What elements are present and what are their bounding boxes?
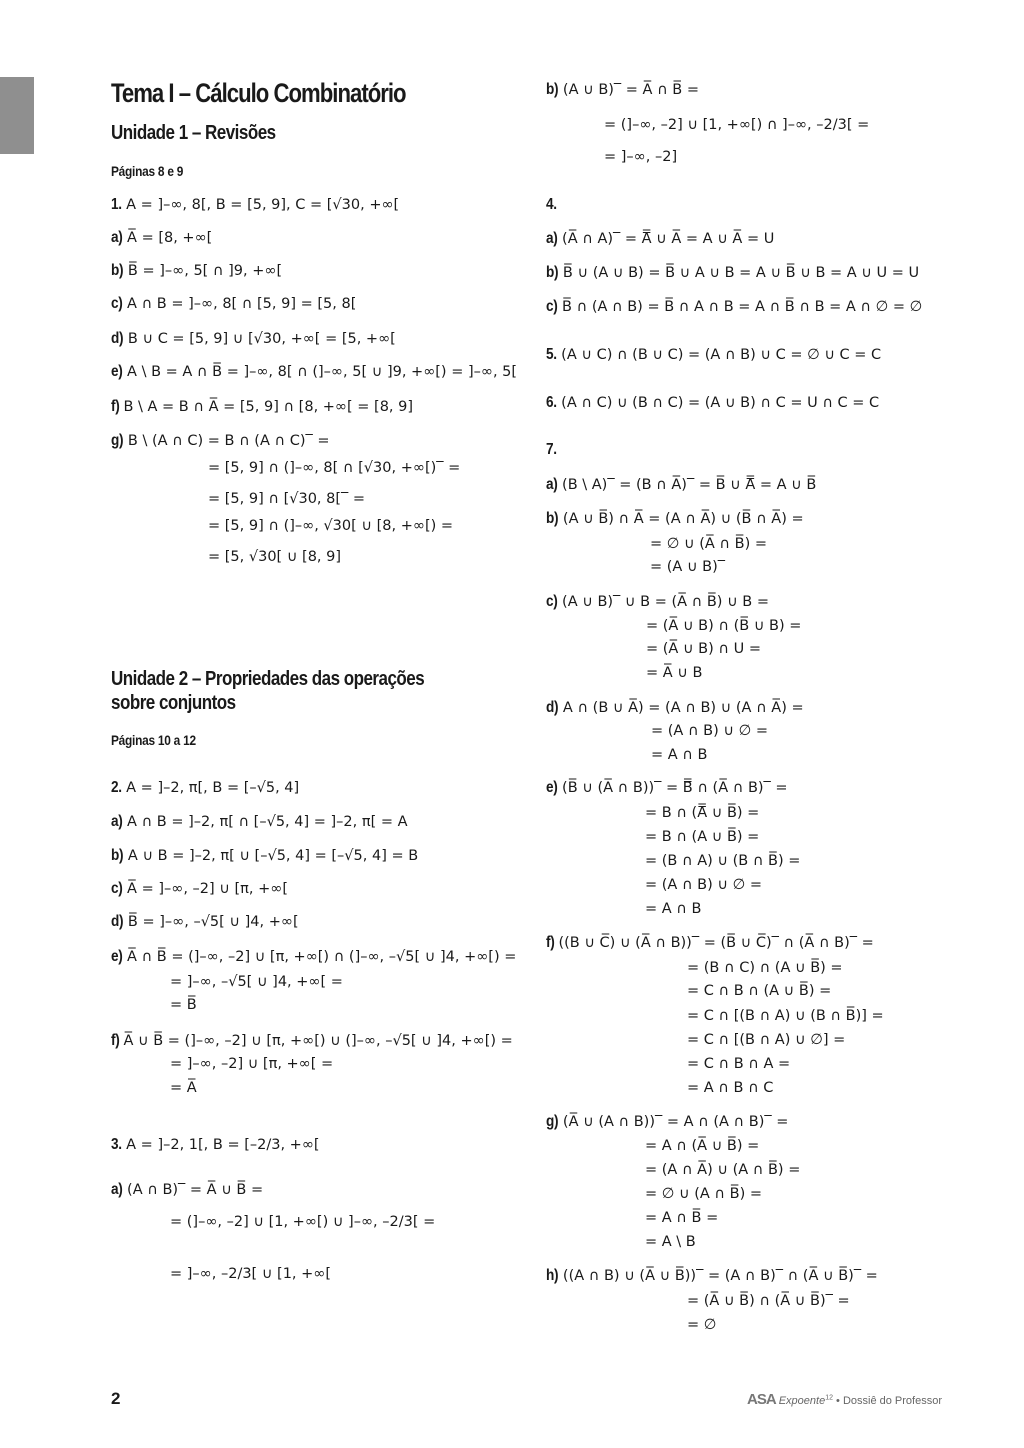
left-line xyxy=(111,294,356,314)
math-expression: A ∩ B = ]–∞, 8[ ∩ [5, 9] = [5, 8[ xyxy=(127,296,357,312)
item-label: f) xyxy=(111,1032,120,1049)
item-label: c) xyxy=(546,298,558,315)
right-line xyxy=(687,1291,850,1311)
item-label: a) xyxy=(546,476,558,493)
math-expression: (A ∪ B)‾ = A̅ ∩ B̅ = xyxy=(562,82,700,98)
math-expression: (A ∪ C) ∩ (B ∪ C) = (A ∩ B) ∪ C = ∅ ∪ C = C xyxy=(561,347,882,363)
math-expression: = ]–∞, –√5[ ∪ ]4, +∞[ = xyxy=(170,974,343,990)
unidade1-pages: Páginas 8 e 9 xyxy=(111,163,184,179)
left-line xyxy=(111,329,396,349)
math-expression: (B̅ ∪ (A̅ ∩ B))‾ = B̿ ∩ (A̅ ∩ B)‾ = xyxy=(562,780,788,796)
math-expression: (A ∩ C) ∪ (B ∩ C) = (A ∪ B) ∩ C = U ∩ C = C xyxy=(561,395,880,411)
left-line xyxy=(111,261,282,281)
left-line xyxy=(111,362,517,382)
math-expression: = A ∩ B xyxy=(651,747,708,763)
left-line xyxy=(170,1054,333,1074)
item-label: g) xyxy=(546,1113,559,1130)
right-line xyxy=(645,803,759,823)
right-line xyxy=(546,195,557,215)
left-line xyxy=(208,458,460,478)
left-line xyxy=(111,947,516,967)
item-label: a) xyxy=(546,230,558,247)
right-line xyxy=(645,875,762,895)
item-label: d) xyxy=(111,330,124,347)
math-expression: (A̅ ∩ A)‾ = A̿ ∪ A̅ = A ∪ A̅ = U xyxy=(562,231,775,247)
math-expression: = ]–∞, –2/3[ ∪ [1, +∞[ xyxy=(170,1266,332,1282)
math-expression: = B̅ xyxy=(170,997,197,1013)
math-expression: A = ]–∞, 8[, B = [5, 9], C = [√30, +∞[ xyxy=(126,197,400,213)
left-line xyxy=(111,228,212,248)
math-expression: B \ (A ∩ C) = B ∩ (A ∩ C)‾ = xyxy=(127,433,330,449)
right-line xyxy=(645,1184,762,1204)
item-label: f) xyxy=(111,398,120,415)
item-label: b) xyxy=(111,262,124,279)
math-expression: = C ∩ [(B ∩ A) ∪ (B ∩ B̅)] = xyxy=(687,1008,884,1024)
left-line xyxy=(111,195,399,215)
item-label: h) xyxy=(546,1267,559,1284)
left-line xyxy=(111,1135,320,1155)
item-label: c) xyxy=(546,593,558,610)
math-expression: = (]–∞, –2] ∪ [1, +∞[) ∪ ]–∞, –2/3[ = xyxy=(170,1214,436,1230)
publisher-logo: ASA xyxy=(747,1391,776,1408)
math-expression: = [5, 9] ∩ (]–∞, √30[ ∪ [8, +∞[) = xyxy=(208,518,454,534)
left-line xyxy=(170,1212,435,1232)
left-line xyxy=(111,879,288,899)
right-line xyxy=(546,509,804,529)
left-line xyxy=(170,1078,197,1098)
right-line xyxy=(650,534,767,554)
item-label: e) xyxy=(111,948,123,965)
math-expression: = (A ∩ B) ∪ ∅ = xyxy=(645,877,762,893)
math-expression: = (A̅ ∪ B̅) ∩ (A̅ ∪ B̅)‾ = xyxy=(687,1293,850,1309)
math-expression: = ∅ ∪ (A̅ ∩ B̅) = xyxy=(650,536,767,552)
right-line xyxy=(650,557,725,577)
math-expression: = B ∩ (A̿ ∪ B̅) = xyxy=(645,805,760,821)
math-expression: = A ∩ B ∩ C xyxy=(687,1080,774,1096)
right-line xyxy=(546,475,816,495)
math-expression: = (A̅ ∪ B) ∩ (B̅ ∪ B) = xyxy=(646,618,802,634)
right-line xyxy=(604,147,677,167)
math-expression: (B \ A)‾ = (B ∩ A̅)‾ = B̅ ∪ A̿ = A ∪ B̅ xyxy=(562,477,817,493)
right-line xyxy=(687,1030,845,1050)
math-expression: B̅ ∩ (A ∩ B) = B̅ ∩ A ∩ B = A ∩ B̅ ∩ B = A ∩ ∅ = ∅ xyxy=(562,299,923,315)
item-label: 3. xyxy=(111,1136,122,1153)
math-expression: A = ]–2, π[, B = [–√5, 4] xyxy=(126,780,300,796)
item-label: 7. xyxy=(546,441,557,458)
item-label: d) xyxy=(546,699,559,716)
right-line xyxy=(646,616,801,636)
item-label: g) xyxy=(111,432,124,449)
unidade2-pages: Páginas 10 a 12 xyxy=(111,732,196,748)
math-expression: = B ∩ (A ∪ B̅) = xyxy=(645,829,760,845)
right-line xyxy=(546,592,769,612)
math-expression: ((A ∩ B) ∪ (A̅ ∪ B̅))‾ = (A ∩ B)‾ ∩ (A̅ ∪ B̅)‾ = xyxy=(562,1268,878,1284)
math-expression: (A ∩ B)‾ = A̅ ∪ B̅ = xyxy=(127,1182,264,1198)
left-line xyxy=(170,972,343,992)
right-line xyxy=(546,1112,788,1132)
math-expression: = A̅ xyxy=(170,1080,197,1096)
math-expression: = [5, √30[ ∪ [8, 9] xyxy=(208,549,342,565)
left-line xyxy=(111,1031,513,1051)
left-line xyxy=(111,778,299,798)
math-expression: = (B ∩ A) ∪ (B ∩ B̅) = xyxy=(645,853,801,869)
item-label: b) xyxy=(546,81,559,98)
math-expression: A̅ ∩ B̅ = (]–∞, –2] ∪ [π, +∞[) ∩ (]–∞, –√5[ ∪ ]4, +∞[) = xyxy=(127,949,517,965)
math-expression: A = ]–2, 1[, B = [–2/3, +∞[ xyxy=(126,1137,320,1153)
item-label: 4. xyxy=(546,196,557,213)
math-expression: A \ B = A ∩ B̅ = ]–∞, 8[ ∩ (]–∞, 5[ ∪ ]9, +∞[) = ]–∞, 5[ xyxy=(127,364,518,380)
math-expression: B̅ = ]–∞, 5[ ∩ ]9, +∞[ xyxy=(127,263,283,279)
left-line xyxy=(208,489,365,509)
math-expression: = (A̅ ∪ B) ∩ U = xyxy=(646,641,761,657)
right-line xyxy=(687,1078,773,1098)
math-expression: = (A ∩ B) ∪ ∅ = xyxy=(651,723,768,739)
math-expression: = (A ∩ A̅) ∪ (A ∩ B̅) = xyxy=(645,1162,801,1178)
item-label: a) xyxy=(111,813,123,830)
right-line xyxy=(645,899,701,919)
left-line xyxy=(111,812,408,832)
math-expression: A ∪ B = ]–2, π[ ∪ [–√5, 4] = [–√5, 4] = B xyxy=(127,848,419,864)
right-line xyxy=(687,958,843,978)
math-expression: B ∪ C = [5, 9] ∪ [√30, +∞[ = [5, +∞[ xyxy=(127,331,396,347)
left-line xyxy=(208,547,341,567)
math-expression: (A ∪ B̅) ∩ A̅ = (A ∩ A̅) ∪ (B̅ ∩ A̅) = xyxy=(562,511,804,527)
right-line xyxy=(645,1136,759,1156)
left-line xyxy=(111,846,418,866)
math-expression: = A̅ ∪ B xyxy=(646,665,703,681)
math-expression: = [5, 9] ∩ (]–∞, 8[ ∩ [√30, +∞[)‾ = xyxy=(208,460,461,476)
math-expression: = ∅ ∪ (A ∩ B̅) = xyxy=(645,1186,762,1202)
right-line xyxy=(546,778,788,798)
item-label: 2. xyxy=(111,779,122,796)
right-line xyxy=(604,115,869,135)
item-label: d) xyxy=(111,913,124,930)
math-expression: B̅ ∪ (A ∪ B) = B̅ ∪ A ∪ B = A ∪ B̅ ∪ B = A ∪ U = U xyxy=(562,265,920,281)
math-expression: = [5, 9] ∩ [√30, 8[‾ = xyxy=(208,491,366,507)
right-line xyxy=(687,981,831,1001)
math-expression: = ]–∞, –2] ∪ [π, +∞[ = xyxy=(170,1056,334,1072)
right-line xyxy=(645,851,800,871)
product-superscript: 12 xyxy=(825,1394,833,1402)
right-line xyxy=(687,1315,716,1335)
item-label: b) xyxy=(546,510,559,527)
page-number: 2 xyxy=(111,1389,121,1408)
right-line xyxy=(546,345,881,365)
right-line xyxy=(687,1054,790,1074)
right-line xyxy=(546,1266,878,1286)
item-label: 1. xyxy=(111,196,122,213)
math-expression: B̅ = ]–∞, –√5[ ∪ ]4, +∞[ xyxy=(127,914,299,930)
right-line xyxy=(546,229,774,249)
item-label: b) xyxy=(546,264,559,281)
item-label: c) xyxy=(111,880,123,897)
math-expression: = A ∩ B̅ = xyxy=(645,1210,719,1226)
right-line xyxy=(646,663,702,683)
right-line xyxy=(546,80,699,100)
math-expression: = A \ B xyxy=(645,1234,696,1250)
left-line xyxy=(170,1264,331,1284)
product-name: Expoente xyxy=(778,1395,826,1407)
math-expression: = (B ∩ C) ∩ (A ∪ B̅) = xyxy=(687,960,843,976)
math-expression: B \ A = B ∩ A̅ = [5, 9] ∩ [8, +∞[ = [8, 9] xyxy=(123,399,414,415)
right-line xyxy=(651,721,768,741)
right-line xyxy=(645,1232,696,1252)
right-line xyxy=(546,393,879,413)
unidade2-title-line1: Unidade 2 – Propriedades das operações xyxy=(111,668,425,690)
item-label: b) xyxy=(111,847,124,864)
math-expression: = ]–∞, –2] xyxy=(604,149,678,165)
math-expression: A ∩ B = ]–2, π[ ∩ [–√5, 4] = ]–2, π[ = A xyxy=(127,814,408,830)
math-expression: = ∅ xyxy=(687,1317,717,1333)
math-expression: A̅ ∪ B̅ = (]–∞, –2] ∪ [π, +∞[) ∪ (]–∞, –√5[ ∪ ]4, +∞[) = xyxy=(123,1033,513,1049)
math-expression: ((B ∪ C̅) ∪ (A̅ ∩ B))‾ = (B̅ ∪ C̅)‾ ∩ (A̅ ∩ B)‾ = xyxy=(558,935,874,951)
item-label: f) xyxy=(546,934,555,951)
left-line xyxy=(111,912,299,932)
math-expression: (A̅ ∪ (A ∩ B))‾ = A ∩ (A ∩ B)‾ = xyxy=(562,1114,789,1130)
product-subtitle: • Dossiê do Professor xyxy=(832,1395,942,1407)
right-line xyxy=(645,1160,800,1180)
math-expression: A̅ = ]–∞, –2] ∪ [π, +∞[ xyxy=(127,881,288,897)
left-line xyxy=(111,431,330,451)
math-expression: = (]–∞, –2] ∪ [1, +∞[) ∩ ]–∞, –2/3[ = xyxy=(604,117,870,133)
item-label: e) xyxy=(546,779,558,796)
math-expression: = A ∩ B xyxy=(645,901,702,917)
right-line xyxy=(645,1208,718,1228)
math-expression: = A ∩ (A̅ ∪ B̅) = xyxy=(645,1138,760,1154)
item-label: 6. xyxy=(546,394,557,411)
item-label: 5. xyxy=(546,346,557,363)
tema-title: Tema I – Cálculo Combinatório xyxy=(111,78,406,108)
right-line xyxy=(546,698,804,718)
footer-brand xyxy=(747,1391,942,1408)
left-line xyxy=(208,516,453,536)
right-line xyxy=(546,933,874,953)
right-line xyxy=(651,745,707,765)
right-line xyxy=(546,440,557,460)
item-label: c) xyxy=(111,295,123,312)
unidade2-title-line2: sobre conjuntos xyxy=(111,692,236,714)
item-label: e) xyxy=(111,363,123,380)
left-line xyxy=(111,397,413,417)
math-expression: A̅ = [8, +∞[ xyxy=(127,230,213,246)
math-expression: = C ∩ B ∩ A = xyxy=(687,1056,791,1072)
right-line xyxy=(646,639,761,659)
right-line xyxy=(645,827,759,847)
left-line xyxy=(111,1180,263,1200)
item-label: a) xyxy=(111,229,123,246)
item-label: a) xyxy=(111,1181,123,1198)
right-line xyxy=(546,263,919,283)
math-expression: A ∩ (B ∪ A̅) = (A ∩ B) ∪ (A ∩ A̅) = xyxy=(562,700,804,716)
right-line xyxy=(546,297,922,317)
right-line xyxy=(687,1006,884,1026)
math-expression: = (A ∪ B)‾ xyxy=(650,559,726,575)
math-expression: = C ∩ [(B ∩ A) ∪ ∅] = xyxy=(687,1032,846,1048)
section-side-tab xyxy=(0,77,34,154)
math-expression: = C ∩ B ∩ (A ∪ B̅) = xyxy=(687,983,832,999)
math-expression: (A ∪ B)‾ ∪ B = (A̅ ∩ B̅) ∪ B = xyxy=(562,594,770,610)
unidade1-title: Unidade 1 – Revisões xyxy=(111,122,276,144)
left-line xyxy=(170,995,197,1015)
